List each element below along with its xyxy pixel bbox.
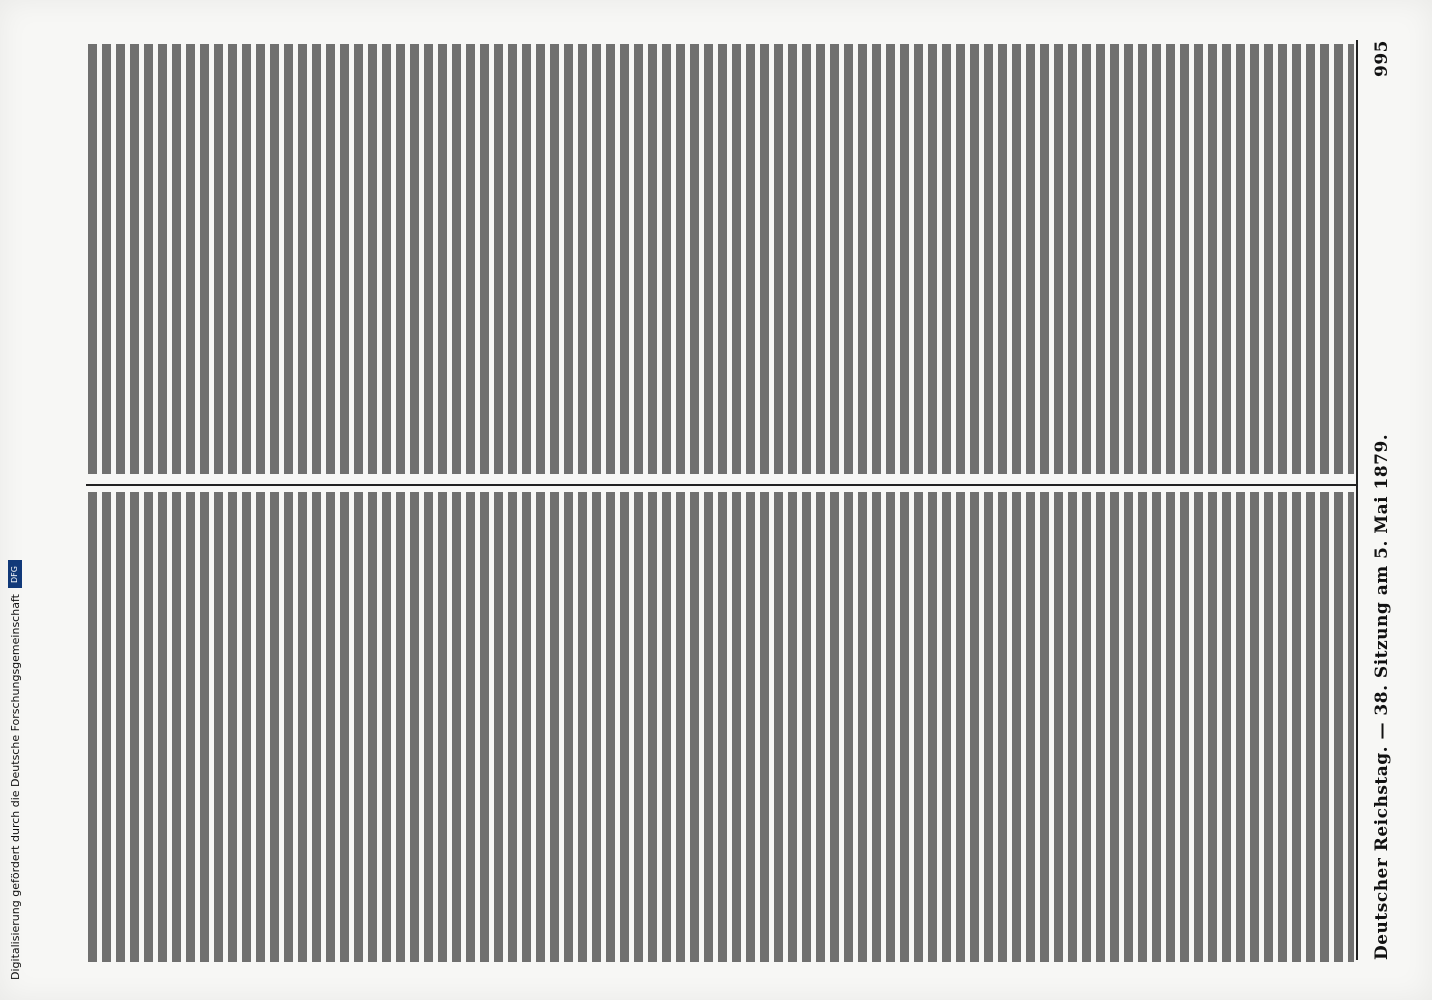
- digitization-credit: [8, 40, 22, 980]
- text-column-right-half: [88, 44, 1354, 474]
- page-number: 995: [1372, 40, 1392, 77]
- credit-text: Digitalisierung gefördert durch die Deutsche Forschungsgemeinschaft: [9, 594, 22, 980]
- text-column-left-half: [88, 492, 1354, 962]
- header-title: Deutscher Reichstag. — 38. Sitzung am 5. Mai 1879.: [1372, 433, 1392, 960]
- running-header: [1372, 40, 1392, 960]
- column-divider: [86, 484, 1356, 486]
- dfg-logo: DFG: [8, 560, 22, 588]
- header-rule: [1356, 40, 1358, 960]
